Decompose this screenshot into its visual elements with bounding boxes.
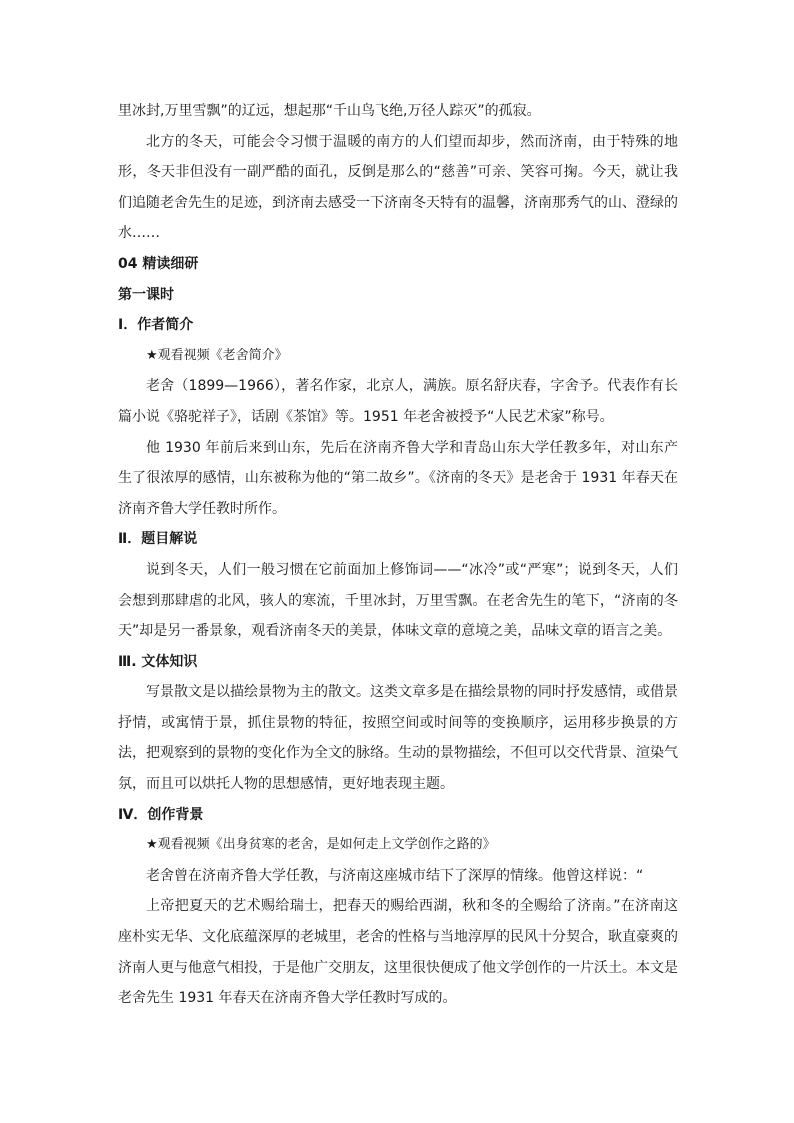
intro-paragraph-2: 北方的冬天，可能会令习惯于温暖的南方的人们望而却步，然而济南，由于特殊的地形，冬天非但没有一副严酷的面孔，反倒是那么的“慈善”可亲、笑容可掬。今天，就让我们追随老舍先生的足迹，到济南去感受一下济南冬天特有的温馨，济南那秀气的山、澄绿的水……: [118, 133, 678, 242]
background-paragraph-1: 老舍曾在济南齐鲁大学任教，与济南这座城市结下了深厚的情缘。他曾这样说：“: [146, 867, 644, 884]
document-page: [118, 96, 678, 1014]
lesson-heading: 第一课时: [118, 286, 174, 303]
title-explain-paragraph: 说到冬天，人们一般习惯在它前面加上修饰词——“冰冷”或“严寒”；说到冬天，人们会想到那肆虐的北风，骇人的寒流，千里冰封，万里雪飘。在老舍先生的笔下，“济南的冬天”却是另一番景象，观看济南冬天的美景，体味文章的意境之美，品味文章的语言之美。: [118, 561, 678, 640]
author-paragraph-1: 老舍（1899—1966），著名作家，北京人，满族。原名舒庆春，字舍予。代表作有长篇小说《骆驼祥子》，话剧《茶馆》等。1951 年老舍被授予“人民艺术家”称号。: [118, 378, 678, 425]
intro-paragraph-1: 里冰封,万里雪飘”的辽远，想起那“千山鸟飞绝,万径人踪灭”的孤寂。: [118, 103, 541, 119]
author-video-link[interactable]: [118, 341, 678, 372]
background-video-label: 观看视频《出身贫寒的老舍，是如何走上文学创作之路的》: [157, 837, 496, 853]
author-video-label: 观看视频《老舍简介》: [157, 347, 288, 363]
background-paragraph-2: 上帝把夏天的艺术赐给瑞士，把春天的赐给西湖，秋和冬的全赐给了济南。”在济南这座朴实无华、文化底蕴深厚的老城里，老舍的性格与当地淳厚的民风十分契合，耿直豪爽的济南人更与他意气相投，于是他广交朋友，这里很快便成了他文学创作的一片沃土。本文是老舍先生 1931 年春天在济南齐鲁大学任教时写成的。: [118, 898, 678, 1007]
background-video-link[interactable]: [118, 830, 678, 861]
genre-heading: Ⅲ. 文体知识: [118, 653, 198, 670]
author-paragraph-2: 他 1930 年前后来到山东，先后在济南齐鲁大学和青岛山东大学任教多年，对山东产生了很浓厚的感情，山东被称为他的“第二故乡”。《济南的冬天》是老舍于 1931 年春天在济南齐鲁大学任教时所作。: [118, 439, 678, 517]
star-icon: ★: [146, 347, 158, 363]
star-icon: ★: [146, 837, 158, 853]
title-explain-heading: Ⅱ．题目解说: [118, 531, 198, 548]
author-heading: Ⅰ．作者简介: [118, 317, 194, 334]
section-heading-04: 04 精读细研: [118, 255, 199, 272]
background-heading: Ⅳ．创作背景: [118, 806, 204, 823]
genre-paragraph: 写景散文是以描绘景物为主的散文。这类文章多是在描绘景物的同时抒发感情，或借景抒情，或寓情于景，抓住景物的特征，按照空间或时间等的变换顺序，运用移步换景的方法，把观察到的景物的变化作为全文的脉络。生动的景物描绘，不但可以交代背景、渲染气氛，而且可以烘托人物的思想感情，更好地表现主题。: [118, 684, 678, 793]
